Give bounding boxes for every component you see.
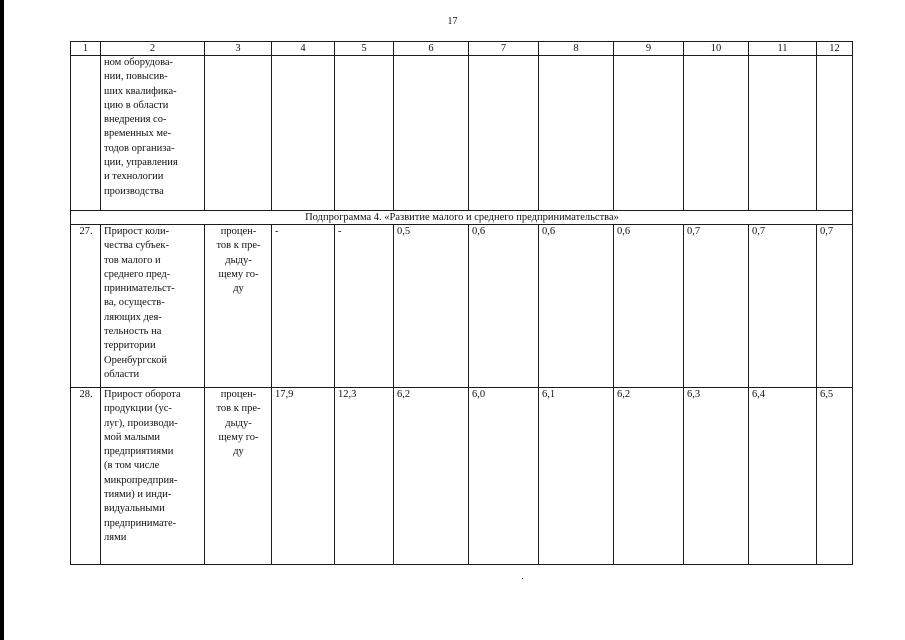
- value-cell: [469, 56, 539, 211]
- table-row: [71, 225, 853, 388]
- value-cell: 6,2: [614, 388, 684, 565]
- column-number: 7: [469, 42, 539, 56]
- value-cell: 6,5: [817, 388, 853, 565]
- subprogram-row: [71, 211, 853, 225]
- value-cell: 6,0: [469, 388, 539, 565]
- value-cell: 0,5: [394, 225, 469, 388]
- indicator-table: [70, 41, 853, 565]
- value-cell: [614, 56, 684, 211]
- row-number: 27.: [71, 225, 101, 388]
- value-cell: 6,4: [749, 388, 817, 565]
- column-number: 4: [272, 42, 335, 56]
- value-cell: -: [335, 225, 394, 388]
- indicator-cell: Прирост коли- чества субъек- тов малого и среднего пред- принимательст- ва, осуществ- ляющих дея- тельность на территории Оренбургской области: [101, 225, 205, 388]
- value-cell: [817, 56, 853, 211]
- page-number: 17: [447, 16, 458, 27]
- value-cell: 6,3: [684, 388, 749, 565]
- value-cell: [335, 56, 394, 211]
- indicator-cell: Прирост оборота продукции (ус- луг), производи- мой малыми предприятиями (в том числе микропредприя- тиями) и инди- видуальными предпринимате- лями: [101, 388, 205, 565]
- value-cell: 0,7: [684, 225, 749, 388]
- row-number-cell: [71, 56, 101, 211]
- value-cell: 0,7: [749, 225, 817, 388]
- column-number: 1: [71, 42, 101, 56]
- column-number: 11: [749, 42, 817, 56]
- value-cell: [272, 56, 335, 211]
- column-number: 3: [205, 42, 272, 56]
- unit-cell: процен- тов к пре- дыду- щему го- ду: [205, 388, 272, 565]
- indicator-cell: ном оборудова- нии, повысив- ших квалифика- цию в области внедрения со- временных ме- тодов организа- ции, управления и технологии производства: [101, 56, 205, 211]
- table-row: [71, 388, 853, 565]
- row-number: 28.: [71, 388, 101, 565]
- value-cell: -: [272, 225, 335, 388]
- value-cell: [539, 56, 614, 211]
- value-cell: 0,6: [614, 225, 684, 388]
- value-cell: 6,2: [394, 388, 469, 565]
- value-cell: 0,6: [469, 225, 539, 388]
- value-cell: 17,9: [272, 388, 335, 565]
- column-number: 5: [335, 42, 394, 56]
- value-cell: [394, 56, 469, 211]
- value-cell: 0,7: [817, 225, 853, 388]
- column-number: 10: [684, 42, 749, 56]
- value-cell: [749, 56, 817, 211]
- column-number: 12: [817, 42, 853, 56]
- value-cell: [684, 56, 749, 211]
- table-row-continued: [71, 56, 853, 211]
- value-cell: 0,6: [539, 225, 614, 388]
- column-number: 9: [614, 42, 684, 56]
- column-number: 8: [539, 42, 614, 56]
- value-cell: 12,3: [335, 388, 394, 565]
- unit-cell: [205, 56, 272, 211]
- scan-left-edge: [0, 0, 4, 640]
- scan-speck: [522, 578, 523, 579]
- unit-cell: процен- тов к пре- дыду- щему го- ду: [205, 225, 272, 388]
- column-number-row: [71, 42, 853, 56]
- value-cell: 6,1: [539, 388, 614, 565]
- column-number: 6: [394, 42, 469, 56]
- column-number: 2: [101, 42, 205, 56]
- subprogram-title: Подпрограмма 4. «Развитие малого и среднего предпринимательства»: [71, 211, 853, 225]
